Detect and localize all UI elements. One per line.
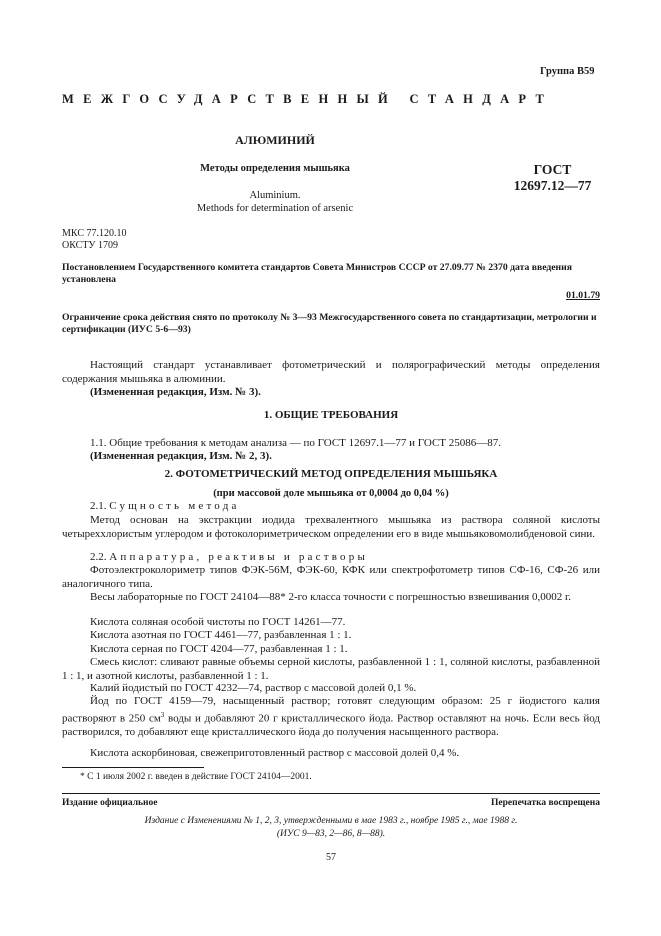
gost-label: ГОСТ [533, 162, 572, 177]
english-title-line2: Methods for determination of arsenic [196, 203, 354, 214]
decree-text: Постановлением Государственного комитета стандартов Совета Министров СССР от 27.09.77 № 2370 дата введения установлена [62, 262, 572, 285]
changes-note-line2: (ИУС 9—83, 2—86, 8—88). [276, 829, 386, 839]
reagent-ascorbic-acid: Кислота аскорбиновая, свежеприготовленный раствор с массовой долей 0,4 %. [90, 747, 460, 759]
footer-divider [62, 793, 600, 794]
reprint-notice: Перепечатка воспрещена [490, 798, 600, 808]
reagent-iodine-text-a: Йод по ГОСТ 4159—79, насыщенный раствор; готовят следующим образом: 25 г йодистого калия растворяют в 250 см [62, 695, 600, 725]
english-title [150, 189, 400, 215]
group-code: Группа В59 [540, 66, 595, 77]
limitation-text: Ограничение срока действия снято по протоколу № 3—93 Межгосударственного совета по стандартизации, метрологии и сертификации (ИУС 5-6—93) [62, 312, 597, 335]
reagent-balance: Весы лабораторные по ГОСТ 24104—88* 2-го класса точности с погрешностью взвешивания 0,0002 г. [90, 591, 571, 603]
clause-2-2-title: Аппаратура, реактивы и растворы [109, 551, 369, 563]
introduction-date: 01.01.79 [566, 290, 600, 301]
page-number: 57 [326, 852, 336, 863]
reagent-iodine-superscript: 3 [160, 710, 165, 719]
document-title: АЛЮМИНИЙ [235, 133, 315, 147]
footnote: * С 1 июля 2002 г. введен в действие ГОСТ 24104—2001. [80, 772, 312, 782]
footnote-divider [62, 767, 204, 768]
standard-heading: МЕЖГОСУДАРСТВЕННЫЙ СТАНДАРТ [62, 92, 554, 106]
reagent-photometer: Фотоэлектроколориметр типов ФЭК-56М, ФЭК-60, КФК или спектрофотометр типов СФ-16, СФ-26 или аналогичного типа. [62, 564, 600, 590]
reagent-sulfuric-acid: Кислота серная по ГОСТ 4204—77, разбавленная 1 : 1. [90, 643, 348, 655]
clause-2-2-heading [62, 551, 600, 565]
classification-codes [62, 228, 126, 252]
clause-2-1-heading [62, 500, 600, 514]
reagent-nitric-acid: Кислота азотная по ГОСТ 4461—77, разбавленная 1 : 1. [90, 629, 352, 641]
clause-2-2-number: 2.2. [90, 551, 107, 563]
mks-code: МКС 77.120.10 [62, 228, 127, 239]
section-2-heading: 2. ФОТОМЕТРИЧЕСКИЙ МЕТОД ОПРЕДЕЛЕНИЯ МЫШЬЯКА [164, 468, 498, 480]
reagent-potassium-iodide: Калий йодистый по ГОСТ 4232—74, раствор с массовой долей 0,1 %. [90, 682, 417, 694]
section-1-heading: 1. ОБЩИЕ ТРЕБОВАНИЯ [263, 409, 399, 421]
document-subtitle: Методы определения мышьяка [200, 163, 350, 174]
edit-note-1: (Измененная редакция, Изм. № 3). [90, 386, 261, 398]
edit-note-2: (Измененная редакция, Изм. № 2, 3). [90, 450, 272, 462]
gost-number [505, 162, 600, 194]
reagent-hydrochloric-acid: Кислота соляная особой чистоты по ГОСТ 14261—77. [90, 616, 346, 628]
reagent-iodine [62, 695, 600, 739]
reagent-acid-mixture: Смесь кислот: сливают равные объемы серной кислоты, разбавленной 1 : 1, соляной кислоты, разбавленной 1 : 1, и азотной кислоты, разбавленной 1 : 1. [62, 656, 600, 682]
clause-2-1-text: Метод основан на экстракции иодида трехвалентного мышьяка из раствора соляной кислоты четыреххлористым углеродом и фотоколориметрическом определении его в виде мышьяковомолибденовой сини. [62, 514, 600, 540]
scope-paragraph: Настоящий стандарт устанавливает фотометрический и полярографический методы определения содержания мышьяка в алюминии. [62, 359, 600, 385]
clause-2-1-title: Сущность метода [109, 500, 240, 512]
changes-note-line1: Издание с Изменениями № 1, 2, 3, утвержденными в мае 1983 г., ноябре 1985 г., мае 1988 г. [144, 816, 518, 826]
gost-code: 12697.12—77 [513, 178, 592, 193]
okstu-code: ОКСТУ 1709 [62, 240, 119, 251]
clause-2-1-number: 2.1. [90, 500, 107, 512]
clause-1-1: 1.1. Общие требования к методам анализа — по ГОСТ 12697.1—77 и ГОСТ 25086—87. [90, 437, 502, 449]
official-edition-label: Издание официальное [62, 798, 158, 808]
section-2-subheading: (при массовой доле мышьяка от 0,0004 до 0,04 %) [213, 488, 449, 499]
reagent-iodine-text-b: воды и добавляют 20 г кристаллического йода. Раствор оставляют на ночь. Если весь йод растворился, то добавляют еще кристаллического йода до получения насыщенного раствора. [62, 712, 601, 738]
english-title-line1: Aluminium. [249, 190, 301, 201]
